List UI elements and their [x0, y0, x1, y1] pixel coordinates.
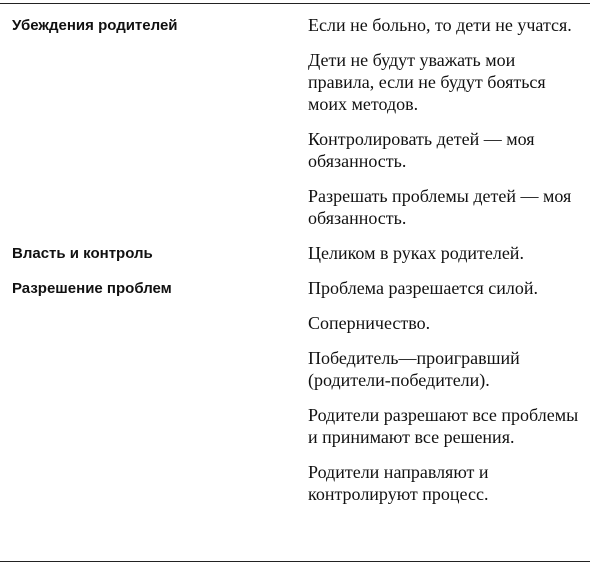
problem-solving-item: Родители направляют и контролируют процесс. [308, 462, 489, 504]
table-top-rule [0, 3, 590, 4]
table-row-beliefs [12, 14, 582, 242]
row-values-power [308, 242, 582, 277]
row-label-power: Власть и контроль [12, 245, 153, 262]
table-row-problem-solving [12, 277, 582, 505]
table-row-power [12, 242, 582, 277]
row-label-problem-solving: Разрешение проблем [12, 280, 172, 297]
table-bottom-rule [0, 561, 590, 562]
problem-solving-item: Проблема разрешается силой. [308, 278, 538, 298]
problem-solving-item: Родители разрешают все проблемы и принимают все решения. [308, 405, 579, 447]
problem-solving-item: Победитель—проигравший (родители-победители). [308, 348, 520, 390]
power-item: Целиком в руках родителей. [308, 243, 524, 263]
comparison-table [12, 14, 582, 505]
row-values-problem-solving [308, 277, 582, 505]
belief-item: Дети не будут уважать мои правила, если не будут бояться моих методов. [308, 50, 546, 114]
belief-item: Разрешать проблемы детей — моя обязанность. [308, 186, 572, 228]
belief-item: Если не больно, то дети не учатся. [308, 15, 572, 35]
row-label-beliefs: Убеждения родителей [12, 17, 178, 34]
problem-solving-item: Соперничество. [308, 313, 431, 333]
row-values-beliefs [308, 14, 582, 242]
belief-item: Контролировать детей — моя обязанность. [308, 129, 535, 171]
